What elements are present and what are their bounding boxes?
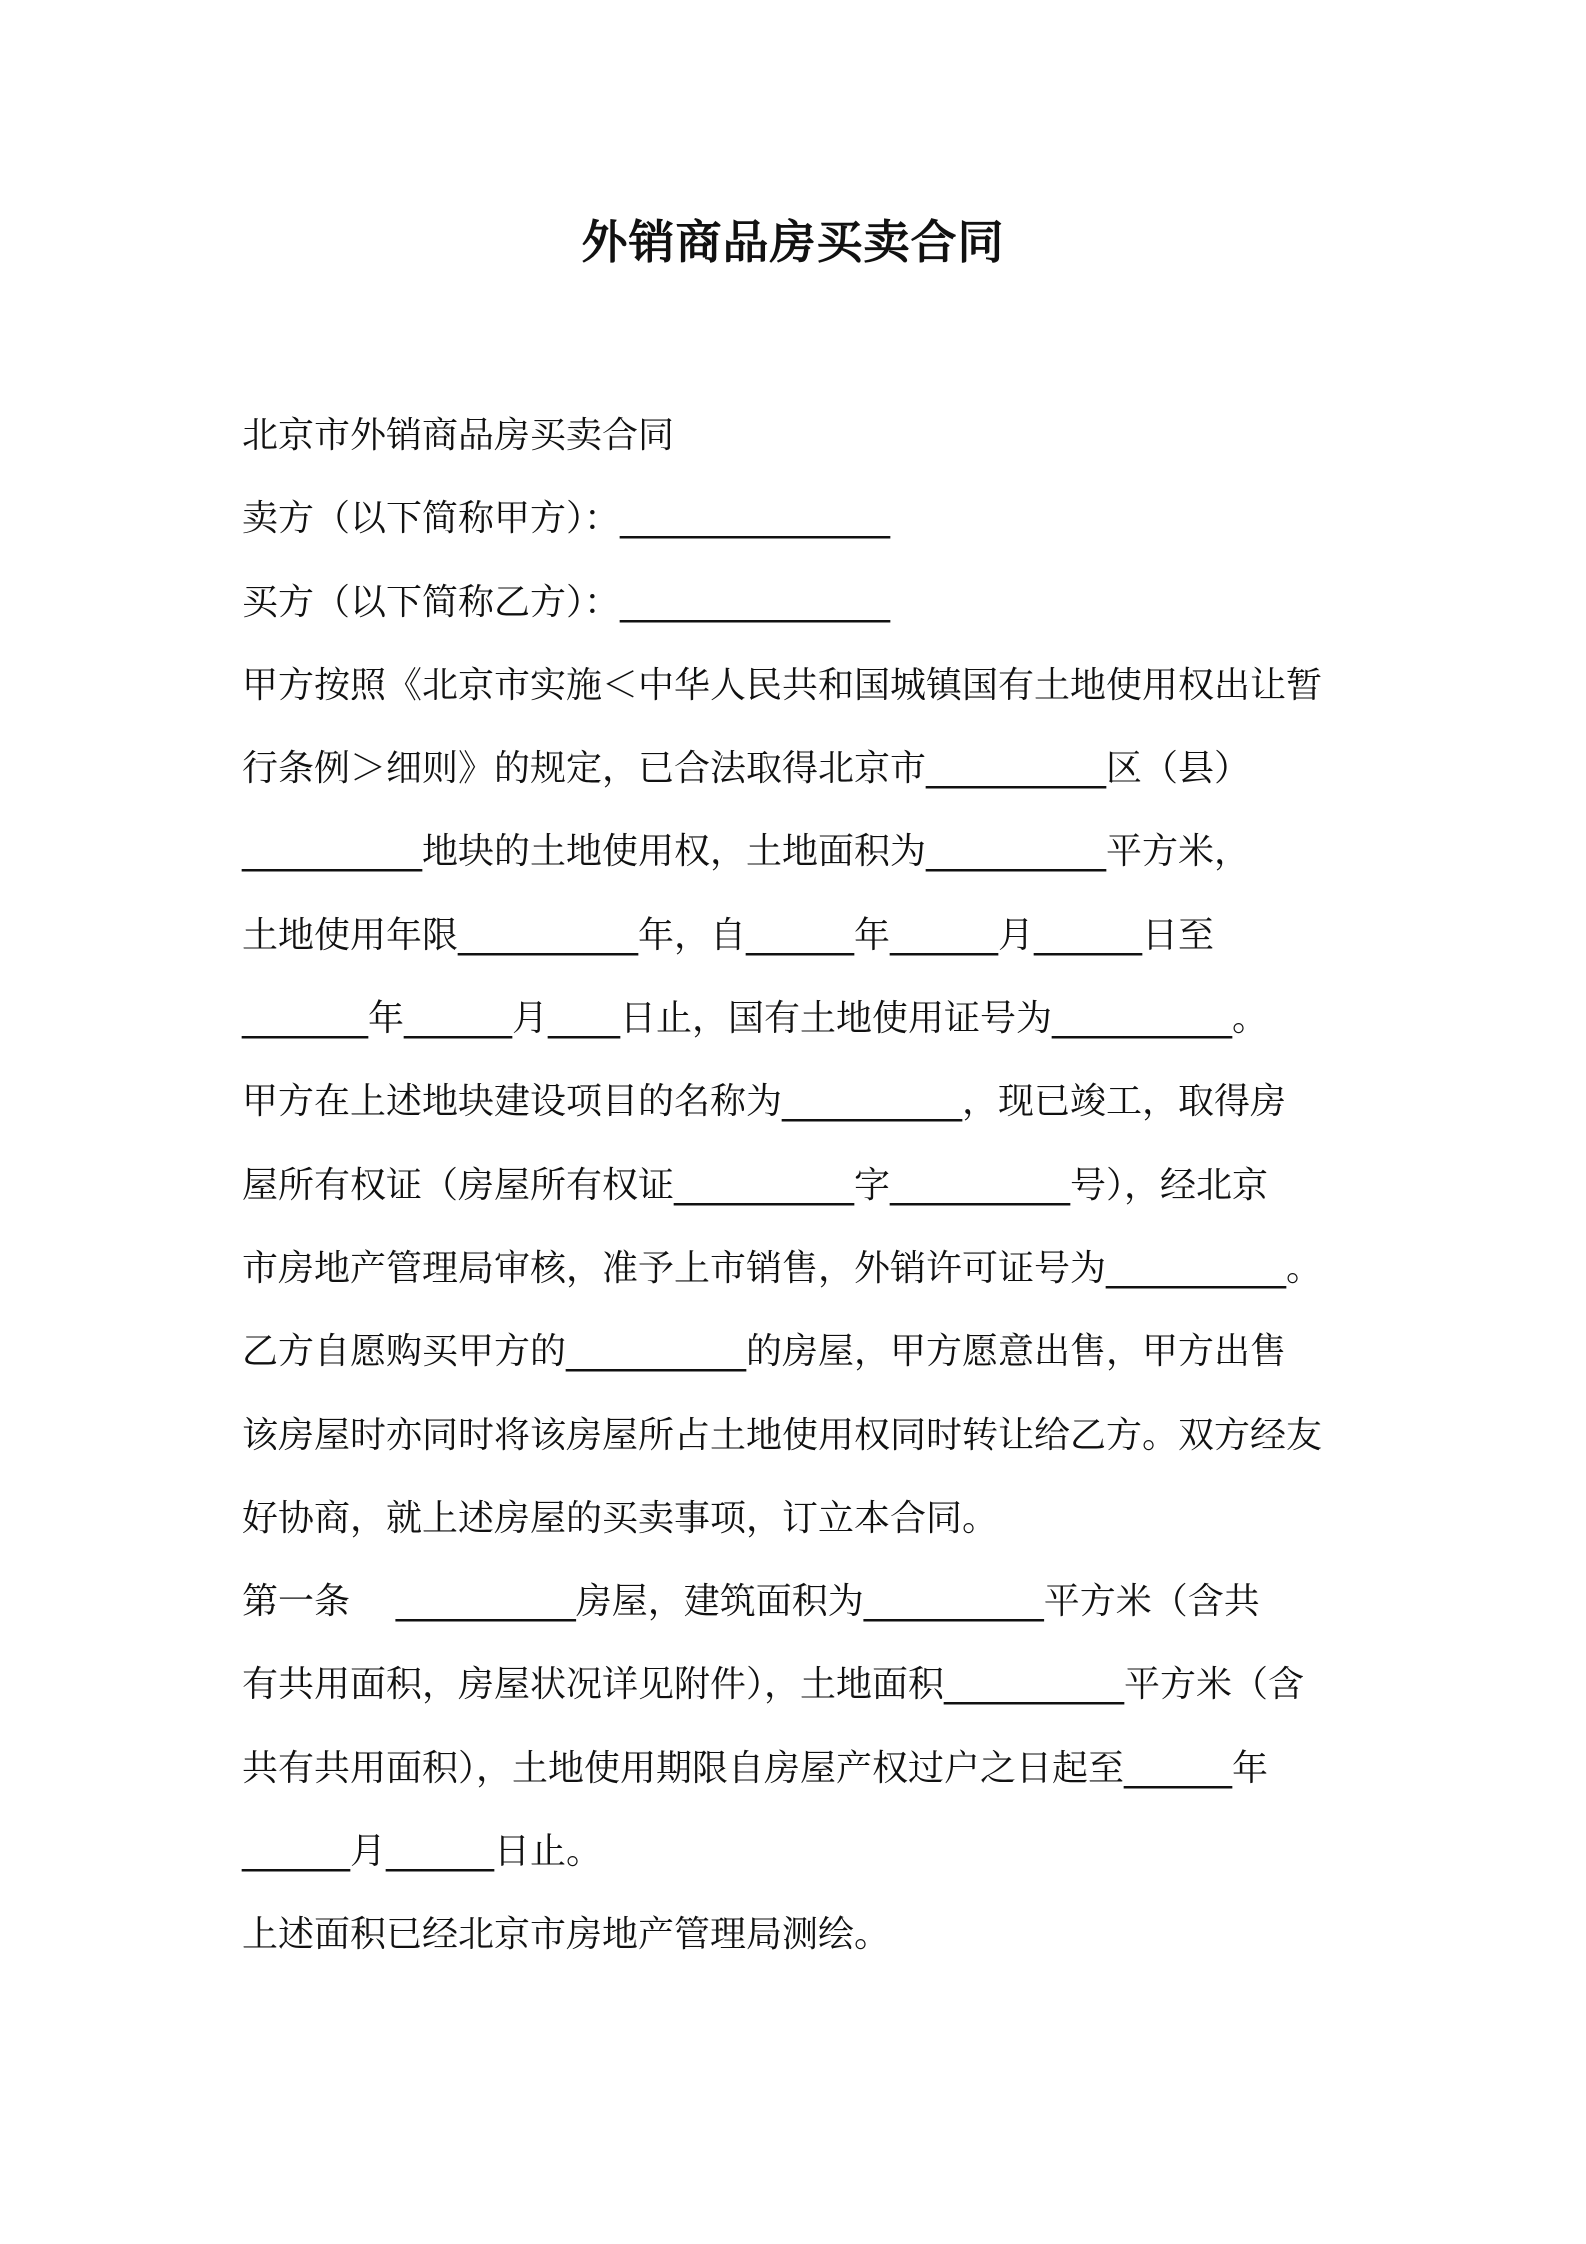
document-title: 外销商品房买卖合同 [581, 215, 1005, 269]
text-line: 卖方（以下简称甲方）：_______________ [242, 498, 891, 540]
text-line: 屋所有权证（房屋所有权证__________字__________号），经北京 [242, 1164, 1269, 1206]
text-line: 该房屋时亦同时将该房屋所占土地使用权同时转让给乙方。双方经友 [242, 1414, 1323, 1456]
text-line: 第一条 __________房屋，建筑面积为__________平方米（含共 [242, 1581, 1260, 1623]
text-line: 市房地产管理局审核，准予上市销售，外销许可证号为__________。 [242, 1247, 1323, 1289]
text-line: 买方（以下简称乙方）：_______________ [242, 581, 891, 623]
text-line: 好协商，就上述房屋的买卖事项，订立本合同。 [242, 1497, 999, 1539]
text-line: __________地块的土地使用权，土地面积为__________平方米， [242, 831, 1251, 873]
document-body [242, 406, 1362, 1989]
text-line: 上述面积已经北京市房地产管理局测绘。 [242, 1914, 891, 1956]
text-line: 有共用面积，房屋状况详见附件），土地面积__________平方米（含 [242, 1664, 1305, 1706]
text-line: 共有共用面积），土地使用期限自房屋产权过户之日起至______年 [242, 1747, 1269, 1789]
text-line: 甲方在上述地块建设项目的名称为__________，现已竣工，取得房 [242, 1081, 1287, 1123]
text-line: 北京市外销商品房买卖合同 [242, 415, 675, 456]
text-line: 乙方自愿购买甲方的__________的房屋，甲方愿意出售，甲方出售 [242, 1331, 1287, 1373]
text-line: 行条例＞细则》的规定，已合法取得北京市__________区（县） [242, 748, 1251, 790]
text-line: _______年______月____日止，国有土地使用证号为__________。 [242, 998, 1269, 1040]
text-line: ______月______日止。 [242, 1831, 603, 1873]
text-line: 甲方按照《北京市实施＜中华人民共和国城镇国有土地使用权出让暂 [242, 664, 1323, 706]
text-line: 土地使用年限__________年，自______年______月______日至 [242, 914, 1215, 956]
